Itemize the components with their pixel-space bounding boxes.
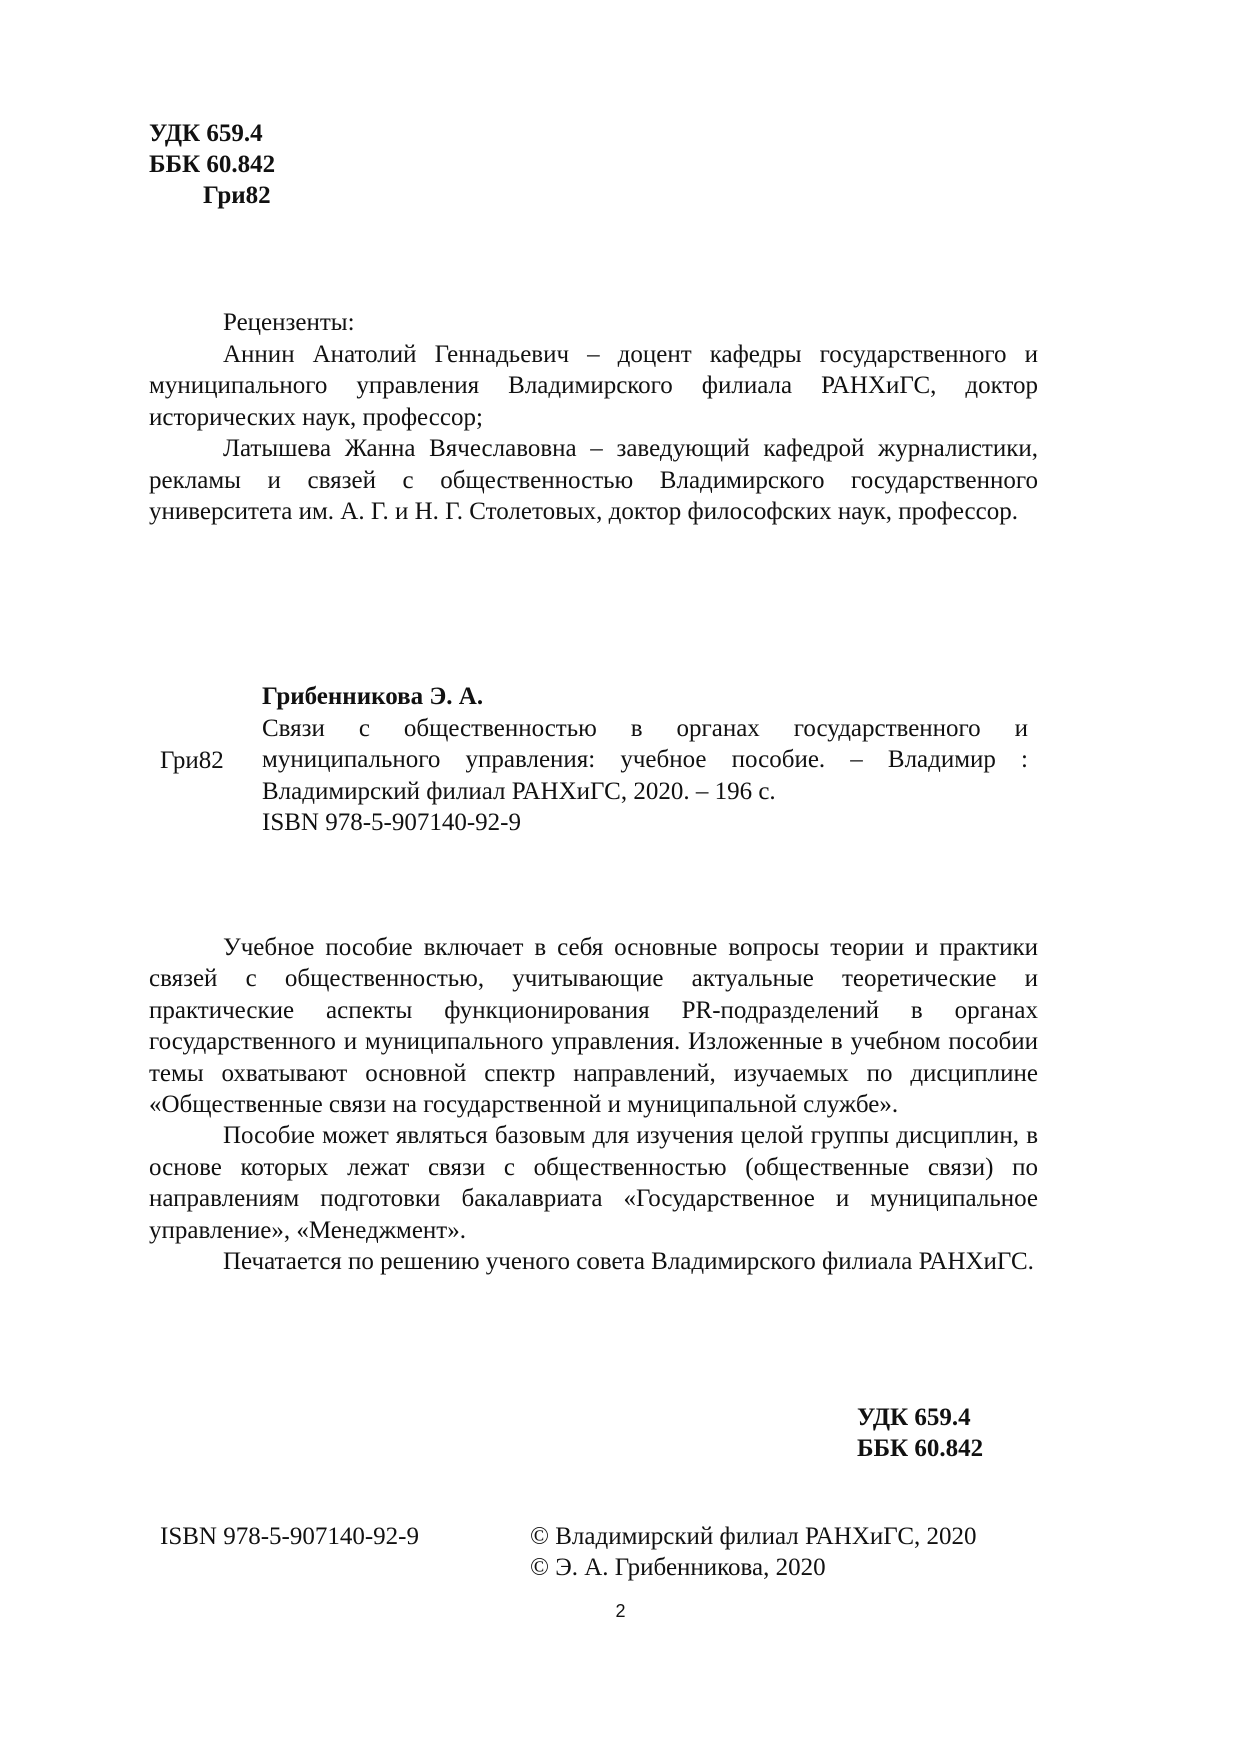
udk-code: УДК 659.4: [857, 1404, 971, 1431]
bbk-code: ББК 60.842: [857, 1435, 984, 1462]
annotation-paragraph: Печатается по решению ученого совета Владимирского филиала РАНХиГС.: [223, 1248, 1034, 1276]
copyright-author: © Э. А. Грибенникова, 2020: [530, 1554, 826, 1581]
classification-codes-bottom: [857, 1402, 983, 1464]
copyright-publisher: © Владимирский филиал РАНХиГС, 2020: [530, 1523, 977, 1550]
page-number: 2: [615, 1601, 626, 1621]
reviewer-entry: Аннин Анатолий Геннадьевич – доцент кафедры государственного и муниципального управления Владимирского филиала РАНХиГС, доктор исторических наук, профессор;: [149, 340, 1038, 431]
biblio-isbn: ISBN 978-5-907140-92-9: [262, 809, 522, 836]
bbk-code: ББК 60.842: [149, 151, 276, 178]
bibliographic-record: [262, 681, 1028, 839]
reviewer-entry: Латышева Жанна Вячеславовна – заведующий кафедрой журналистики, рекламы и связей с общественностью Владимирского государственного университета им. А. Г. и Н. Г. Столетовых, доктор философских наук, профессор.: [149, 435, 1038, 525]
biblio-author: Грибенникова Э. А.: [262, 683, 484, 710]
classification-codes-top: [149, 118, 275, 211]
copyright-block: [530, 1521, 977, 1583]
reviewers-heading: Рецензенты:: [223, 309, 355, 336]
annotation-paragraph: Учебное пособие включает в себя основные вопросы теории и практики связей с общественностью, учитывающие актуальные теоретические и практические аспекты функционирования PR-подразделений в органах государственного и муниципального управления. Изложенные в учебном пособии темы охватывают основной спектр направлений, изучаемых по дисциплине «Общественные связи на государственной и муниципальной службе».: [149, 934, 1038, 1119]
reviewers-section: [149, 307, 1038, 528]
author-sign: Гри82: [203, 182, 271, 209]
annotation-paragraph: Пособие может являться базовым для изучения целой группы дисциплин, в основе которых лежат связи с общественностью (общественные связи) по направлениям подготовки бакалавриата «Государственное и муниципальное управление», «Менеджмент».: [149, 1122, 1038, 1244]
isbn-footer: ISBN 978-5-907140-92-9: [160, 1523, 420, 1550]
biblio-author-sign: Гри82: [160, 747, 224, 774]
udk-code: УДК 659.4: [149, 120, 263, 147]
biblio-description: Связи с общественностью в органах государственного и муниципального управления: учебное пособие. – Владимир : Владимирский филиал РАНХиГС, 2020. – 196 с.: [262, 714, 1028, 805]
annotation-section: [149, 932, 1038, 1277]
